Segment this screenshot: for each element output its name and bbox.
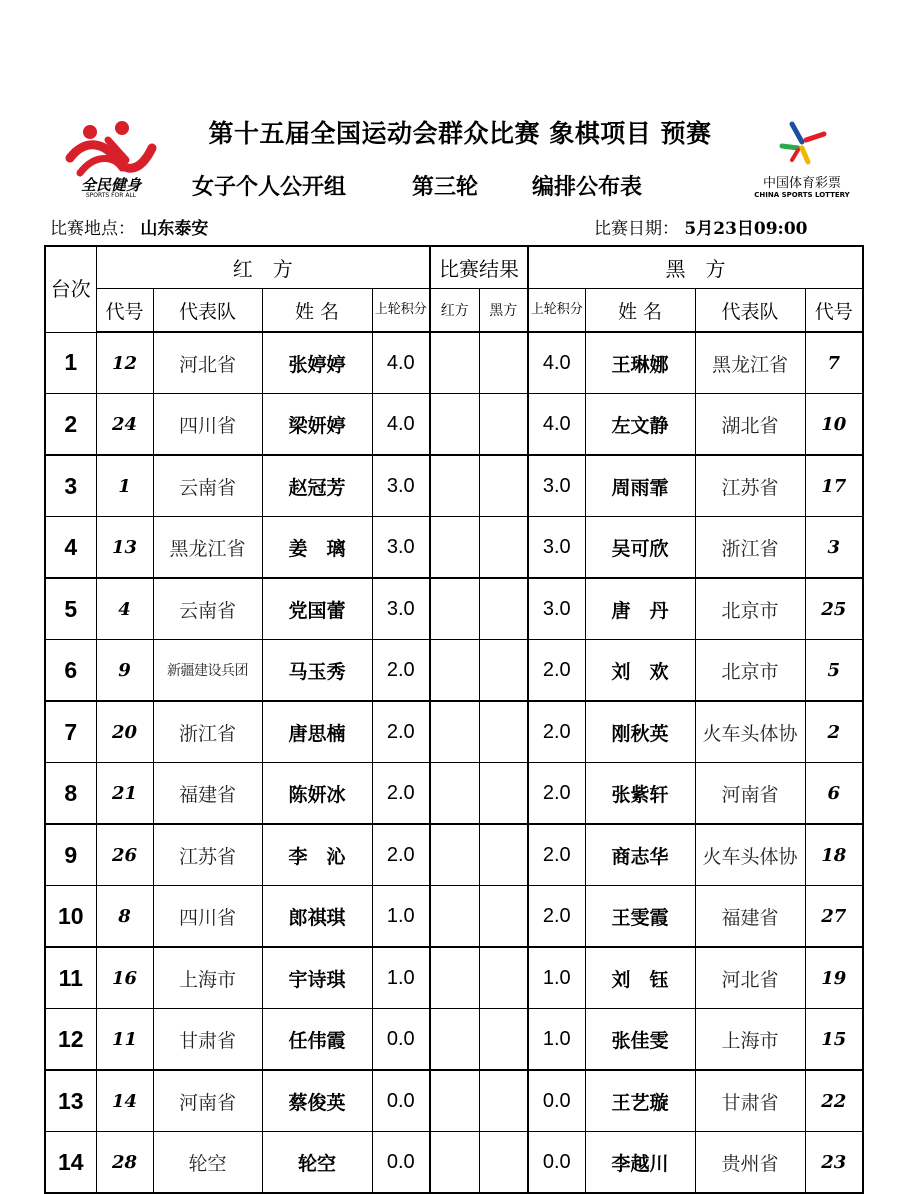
venue-label: 比赛地点： [50, 219, 135, 239]
red-code: 11 [96, 1009, 153, 1071]
subtitle-table: 编排公布表 [532, 174, 643, 200]
board-number: 12 [45, 1009, 96, 1071]
black-team: 江苏省 [695, 455, 805, 517]
pairing-table [44, 245, 864, 1194]
table-row [45, 1009, 863, 1071]
board-number: 5 [45, 578, 96, 640]
black-code: 22 [805, 1070, 863, 1132]
header-black-team: 代表队 [695, 289, 805, 333]
black-team: 北京市 [695, 578, 805, 640]
black-prev-score: 3.0 [528, 517, 585, 579]
table-row [45, 394, 863, 456]
table-row [45, 947, 863, 1009]
red-code: 20 [96, 701, 153, 763]
board-number: 8 [45, 763, 96, 825]
black-team: 火车头体协 [695, 701, 805, 763]
red-name: 姜 璃 [262, 517, 372, 579]
black-prev-score: 2.0 [528, 701, 585, 763]
black-code: 6 [805, 763, 863, 825]
date-value: 5月23日09:00 [684, 219, 808, 239]
result-black [479, 332, 528, 394]
red-name: 张婷婷 [262, 332, 372, 394]
red-team: 河北省 [153, 332, 262, 394]
red-code: 4 [96, 578, 153, 640]
result-black [479, 1009, 528, 1071]
red-name: 郎祺琪 [262, 886, 372, 948]
red-name: 梁妍婷 [262, 394, 372, 456]
board-number: 13 [45, 1070, 96, 1132]
black-name: 唐 丹 [585, 578, 695, 640]
black-name: 刘 欢 [585, 640, 695, 702]
red-prev-score: 4.0 [372, 332, 430, 394]
black-prev-score: 0.0 [528, 1070, 585, 1132]
result-black [479, 1070, 528, 1132]
header-result-red: 红方 [430, 289, 479, 333]
red-prev-score: 2.0 [372, 824, 430, 886]
black-code: 7 [805, 332, 863, 394]
result-black [479, 824, 528, 886]
black-prev-score: 4.0 [528, 332, 585, 394]
red-code: 14 [96, 1070, 153, 1132]
header-result-black: 黑方 [479, 289, 528, 333]
red-prev-score: 1.0 [372, 947, 430, 1009]
black-prev-score: 0.0 [528, 1132, 585, 1194]
result-red [430, 332, 479, 394]
red-team: 云南省 [153, 455, 262, 517]
black-code: 19 [805, 947, 863, 1009]
page-title: 第十五届全国运动会群众比赛 象棋项目 预赛 [208, 119, 712, 148]
black-name: 商志华 [585, 824, 695, 886]
result-red [430, 824, 479, 886]
table-row [45, 763, 863, 825]
black-name: 周雨霏 [585, 455, 695, 517]
red-prev-score: 1.0 [372, 886, 430, 948]
board-number: 7 [45, 701, 96, 763]
result-black [479, 701, 528, 763]
red-name: 李 沁 [262, 824, 372, 886]
red-team: 河南省 [153, 1070, 262, 1132]
red-prev-score: 2.0 [372, 640, 430, 702]
black-team: 湖北省 [695, 394, 805, 456]
red-name: 马玉秀 [262, 640, 372, 702]
black-code: 23 [805, 1132, 863, 1194]
black-team: 甘肃省 [695, 1070, 805, 1132]
red-team: 上海市 [153, 947, 262, 1009]
black-team: 北京市 [695, 640, 805, 702]
date-label: 比赛日期： [594, 219, 679, 239]
red-name: 蔡俊英 [262, 1070, 372, 1132]
logo-right-text: 中国体育彩票 [762, 176, 841, 191]
red-team: 云南省 [153, 578, 262, 640]
table-row [45, 1132, 863, 1194]
red-code: 1 [96, 455, 153, 517]
black-team: 福建省 [695, 886, 805, 948]
black-code: 25 [805, 578, 863, 640]
black-name: 刚秋英 [585, 701, 695, 763]
red-team: 黑龙江省 [153, 517, 262, 579]
black-prev-score: 2.0 [528, 763, 585, 825]
logo-left-subtext: SPORTS FOR ALL [85, 192, 137, 199]
red-team: 江苏省 [153, 824, 262, 886]
result-black [479, 455, 528, 517]
red-prev-score: 3.0 [372, 517, 430, 579]
result-black [479, 394, 528, 456]
black-code: 2 [805, 701, 863, 763]
black-code: 10 [805, 394, 863, 456]
black-team: 贵州省 [695, 1132, 805, 1194]
board-number: 9 [45, 824, 96, 886]
board-number: 10 [45, 886, 96, 948]
black-name: 左文静 [585, 394, 695, 456]
table-row [45, 517, 863, 579]
red-prev-score: 3.0 [372, 578, 430, 640]
black-team: 火车头体协 [695, 824, 805, 886]
table-row [45, 578, 863, 640]
table-row [45, 1070, 863, 1132]
table-row [45, 640, 863, 702]
header-row-sub [45, 289, 863, 333]
result-red [430, 763, 479, 825]
result-red [430, 701, 479, 763]
red-prev-score: 0.0 [372, 1070, 430, 1132]
black-prev-score: 1.0 [528, 1009, 585, 1071]
table-row [45, 701, 863, 763]
red-prev-score: 0.0 [372, 1009, 430, 1071]
red-name: 赵冠芳 [262, 455, 372, 517]
black-prev-score: 2.0 [528, 824, 585, 886]
subtitle-round: 第三轮 [412, 174, 479, 200]
black-team: 浙江省 [695, 517, 805, 579]
black-name: 张紫轩 [585, 763, 695, 825]
red-code: 9 [96, 640, 153, 702]
table-row [45, 886, 863, 948]
black-code: 5 [805, 640, 863, 702]
subtitle-group: 女子个人公开组 [192, 174, 347, 200]
red-code: 21 [96, 763, 153, 825]
black-code: 3 [805, 517, 863, 579]
result-black [479, 1132, 528, 1194]
red-code: 16 [96, 947, 153, 1009]
result-red [430, 640, 479, 702]
red-team: 新疆建设兵团 [153, 640, 262, 702]
red-prev-score: 4.0 [372, 394, 430, 456]
board-number: 3 [45, 455, 96, 517]
red-prev-score: 2.0 [372, 701, 430, 763]
black-code: 15 [805, 1009, 863, 1071]
table-row [45, 332, 863, 394]
red-prev-score: 3.0 [372, 455, 430, 517]
result-red [430, 394, 479, 456]
result-black [479, 578, 528, 640]
black-prev-score: 3.0 [528, 455, 585, 517]
red-name: 轮空 [262, 1132, 372, 1194]
red-code: 26 [96, 824, 153, 886]
header-black: 黑 方 [528, 246, 863, 289]
logo-left-text: 全民健身 [80, 176, 141, 194]
header-result: 比赛结果 [430, 246, 528, 289]
black-name: 刘 钰 [585, 947, 695, 1009]
black-prev-score: 1.0 [528, 947, 585, 1009]
result-black [479, 517, 528, 579]
result-black [479, 947, 528, 1009]
board-number: 2 [45, 394, 96, 456]
black-prev-score: 2.0 [528, 640, 585, 702]
result-red [430, 947, 479, 1009]
black-name: 王雯霞 [585, 886, 695, 948]
header-red-name: 姓 名 [262, 289, 372, 333]
red-name: 任伟霞 [262, 1009, 372, 1071]
header-black-name: 姓 名 [585, 289, 695, 333]
logo-right-subtext: CHINA SPORTS LOTTERY [754, 191, 850, 199]
result-red [430, 1070, 479, 1132]
black-name: 吴可欣 [585, 517, 695, 579]
red-team: 甘肃省 [153, 1009, 262, 1071]
red-prev-score: 0.0 [372, 1132, 430, 1194]
board-number: 11 [45, 947, 96, 1009]
venue [50, 214, 208, 239]
venue-value: 山东泰安 [140, 219, 209, 239]
result-red [430, 578, 479, 640]
black-code: 27 [805, 886, 863, 948]
result-red [430, 886, 479, 948]
header-row-top [45, 246, 863, 289]
result-red [430, 517, 479, 579]
header-red-code: 代号 [96, 289, 153, 333]
black-name: 王艺璇 [585, 1070, 695, 1132]
board-number: 4 [45, 517, 96, 579]
black-prev-score: 3.0 [528, 578, 585, 640]
black-code: 17 [805, 455, 863, 517]
black-code: 18 [805, 824, 863, 886]
result-red [430, 1132, 479, 1194]
red-name: 唐思楠 [262, 701, 372, 763]
header-black-code: 代号 [805, 289, 863, 333]
header-red-prev-score: 上轮积分 [372, 289, 430, 333]
black-name: 李越川 [585, 1132, 695, 1194]
red-name: 宇诗琪 [262, 947, 372, 1009]
board-number: 14 [45, 1132, 96, 1194]
board-number: 1 [45, 332, 96, 394]
black-team: 黑龙江省 [695, 332, 805, 394]
header-red: 红 方 [96, 246, 430, 289]
red-code: 12 [96, 332, 153, 394]
black-name: 张佳雯 [585, 1009, 695, 1071]
table-row [45, 455, 863, 517]
red-team: 轮空 [153, 1132, 262, 1194]
black-team: 上海市 [695, 1009, 805, 1071]
result-black [479, 763, 528, 825]
red-name: 党国蕾 [262, 578, 372, 640]
logo-sports-for-all [60, 118, 160, 198]
result-red [430, 455, 479, 517]
header-red-team: 代表队 [153, 289, 262, 333]
black-team: 河北省 [695, 947, 805, 1009]
black-prev-score: 4.0 [528, 394, 585, 456]
header-black-prev-score: 上轮积分 [528, 289, 585, 333]
red-code: 28 [96, 1132, 153, 1194]
red-prev-score: 2.0 [372, 763, 430, 825]
result-black [479, 886, 528, 948]
red-team: 浙江省 [153, 701, 262, 763]
black-name: 王琳娜 [585, 332, 695, 394]
black-team: 河南省 [695, 763, 805, 825]
china-sports-lottery-logo-icon [772, 120, 832, 166]
red-name: 陈妍冰 [262, 763, 372, 825]
red-code: 24 [96, 394, 153, 456]
red-code: 8 [96, 886, 153, 948]
board-number: 6 [45, 640, 96, 702]
match-date [594, 214, 807, 239]
table-row [45, 824, 863, 886]
red-team: 四川省 [153, 394, 262, 456]
header-tai: 台次 [45, 246, 96, 332]
result-red [430, 1009, 479, 1071]
red-team: 四川省 [153, 886, 262, 948]
result-black [479, 640, 528, 702]
red-team: 福建省 [153, 763, 262, 825]
black-prev-score: 2.0 [528, 886, 585, 948]
logo-china-sports-lottery [752, 120, 852, 200]
red-code: 13 [96, 517, 153, 579]
